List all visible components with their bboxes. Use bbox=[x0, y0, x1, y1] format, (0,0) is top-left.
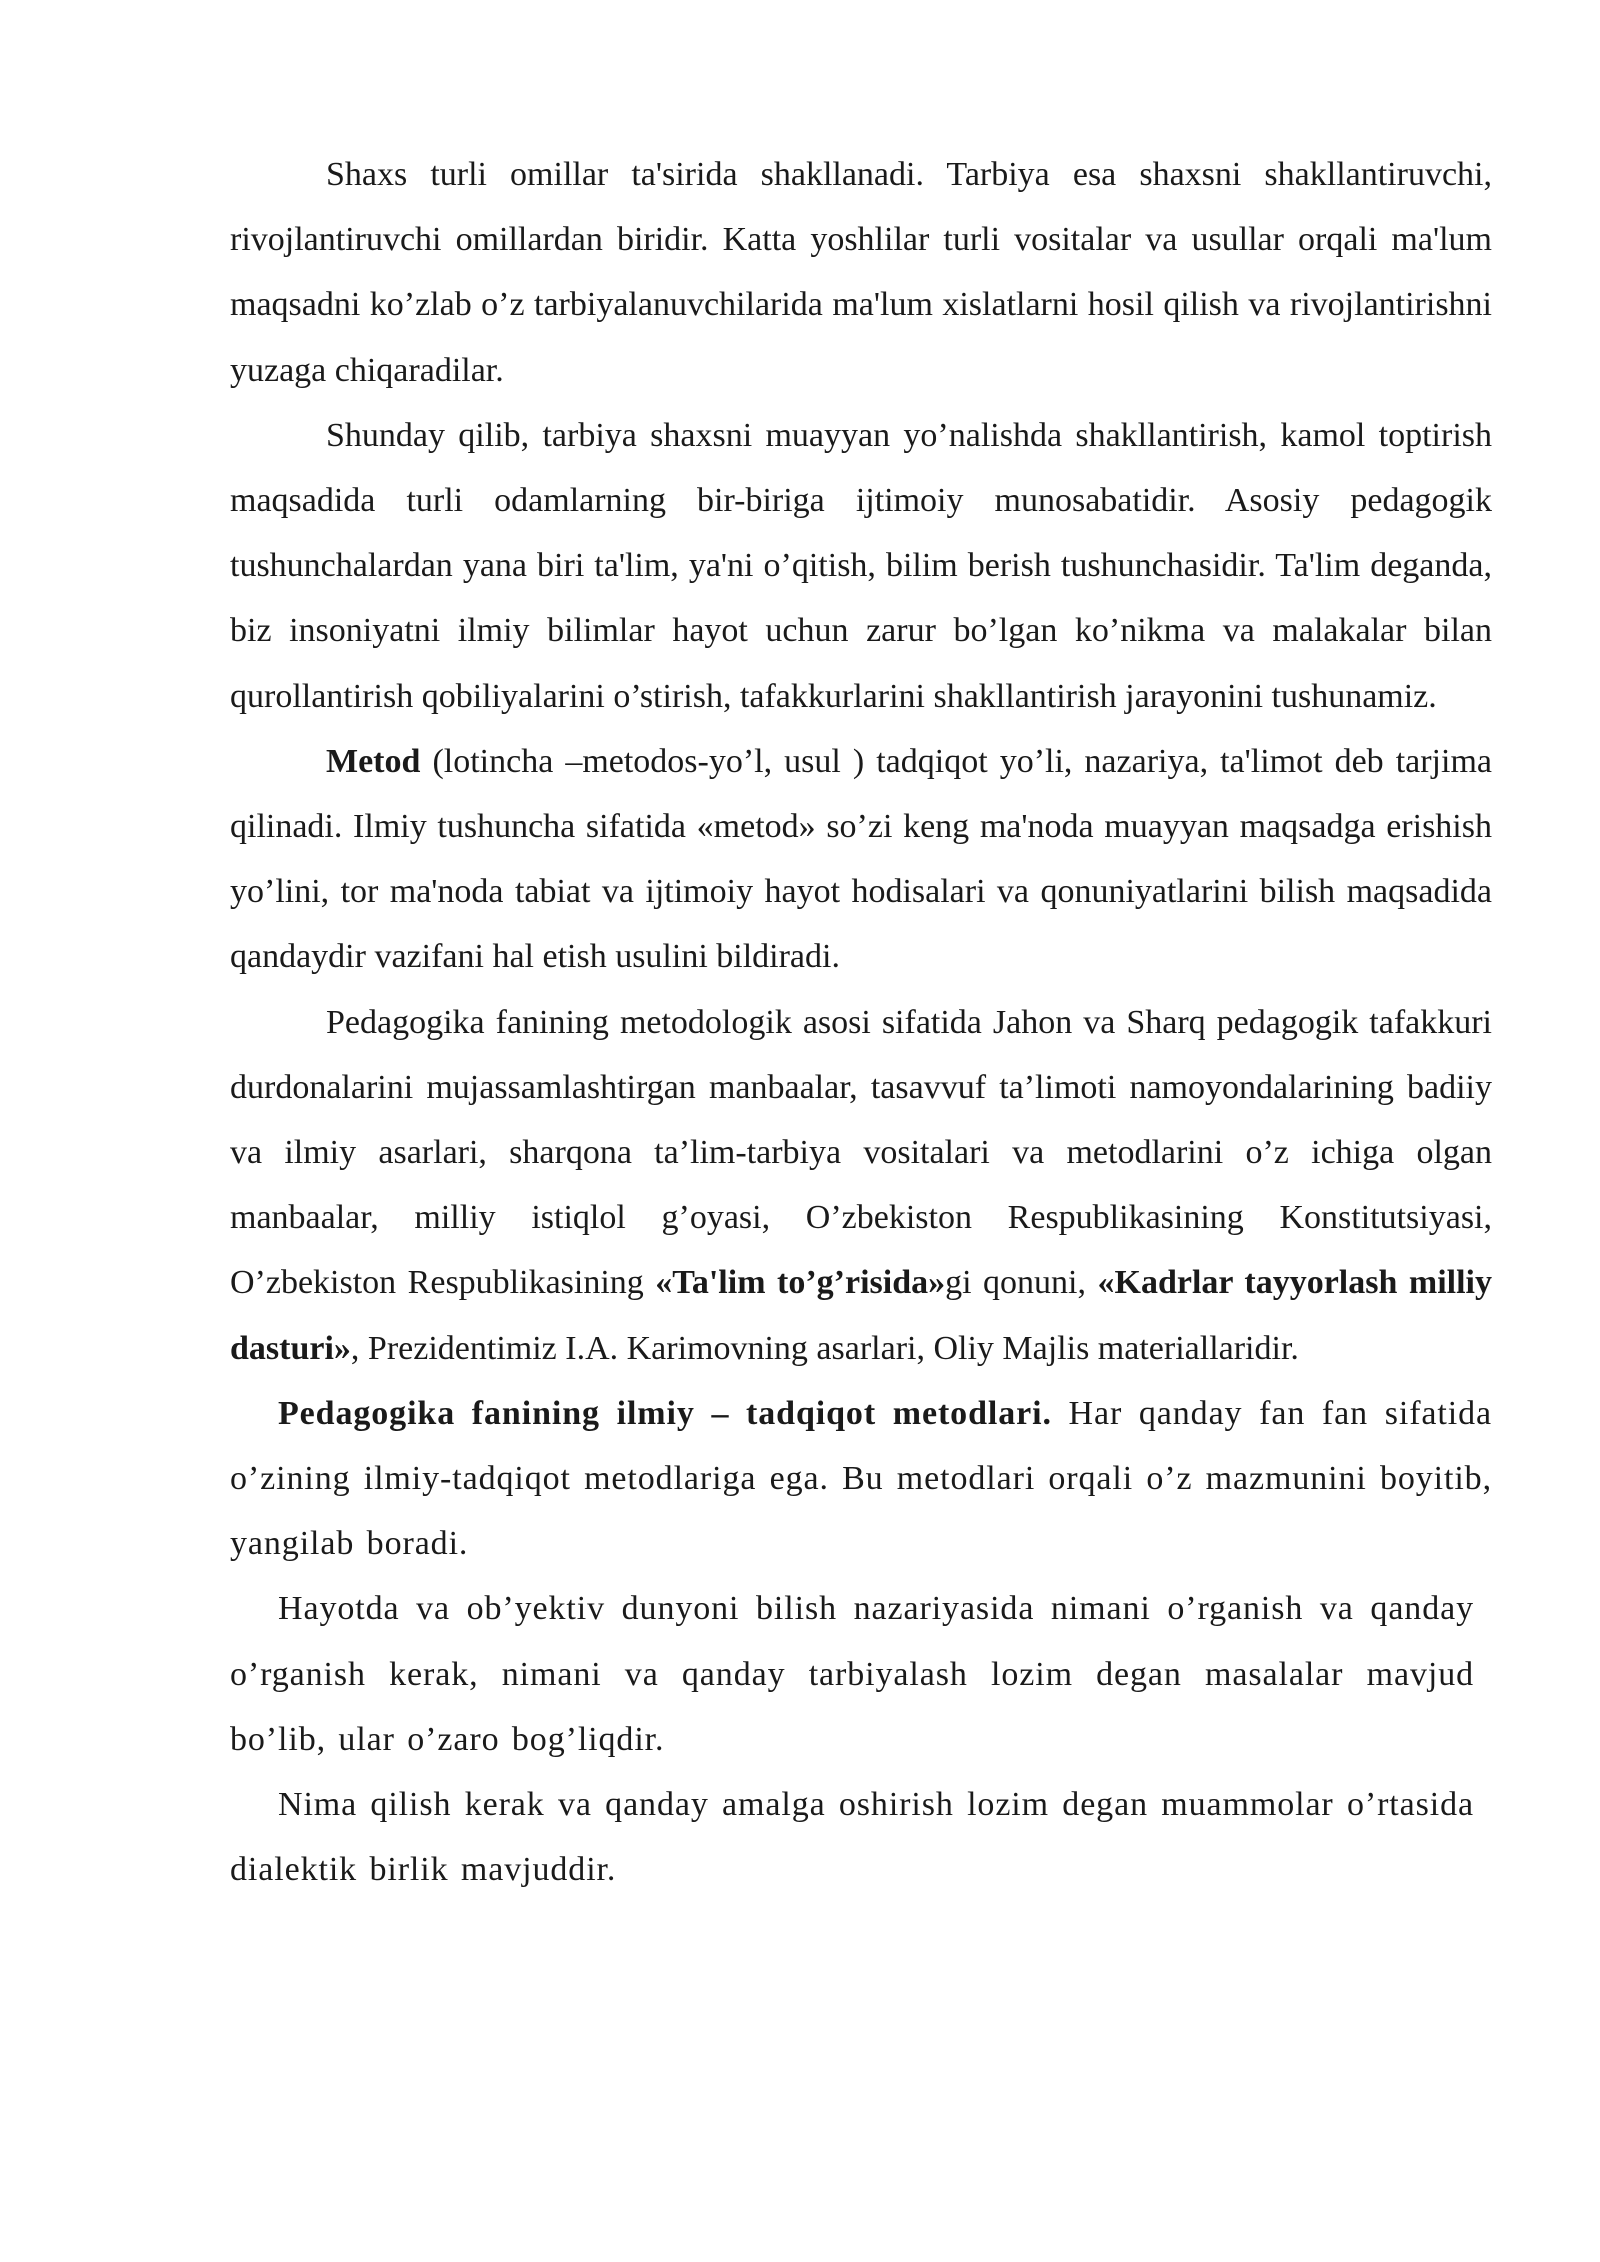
paragraph-text: gi qonuni, bbox=[945, 1264, 1098, 1302]
paragraph-text: (lotincha –metodos-yo’l, usul ) tadqiqot yo’li, nazariya, ta'limot deb tarjima qilinadi. Ilmiy tushuncha sifatida «metod» so’zi keng ma'noda muayyan maqsadga erishish yo’lini, tor ma'noda tabiat va ijtimoiy hayot hodisalari va qonuniyatlarini bilish maqsadida qandaydir vazifani hal etish usulini bildiradi. bbox=[230, 742, 1492, 976]
paragraph-text: Hayotda va ob’yektiv dunyoni bilish nazariyasida nimani o’rganish va qanday o’rganish kerak, nimani va qanday tarbiyalash lozim degan masalalar mavjud bo’lib, ular o’zaro bog’liqdir. bbox=[230, 1590, 1474, 1758]
paragraph-text: Shunday qilib, tarbiya shaxsni muayyan yo’nalishda shakllantirish, kamol toptirish maqsadida turli odamlarning bir-biriga ijtimoiy munosabatidir. Asosiy pedagogik tushunchalardan yana biri ta'lim, ya'ni o’qitish, bilim berish tushunchasidir. Ta'lim deganda, biz insoniyatni ilmiy bilimlar hayot uchun zarur bo’lgan ko’nikma va malakalar bilan qurollantirish qobiliyalarini o’stirish, tafakkurlarini shakllantirish jarayonini tushunamiz. bbox=[230, 416, 1492, 715]
paragraph-metod bbox=[230, 729, 1492, 990]
paragraph-text: , Prezidentimiz I.A. Karimovning asarlari, Oliy Majlis materiallaridir. bbox=[350, 1329, 1299, 1367]
paragraph-text: Nima qilish kerak va qanday amalga oshirish lozim degan muammolar o’rtasida dialektik birlik mavjuddir. bbox=[230, 1786, 1474, 1889]
paragraph-nima-qilish bbox=[230, 1772, 1474, 1902]
law-title-talim: «Ta'lim to’g’risida» bbox=[655, 1264, 946, 1302]
paragraph-shunday bbox=[230, 403, 1492, 729]
paragraph-text: Shaxs turli omillar ta'sirida shakllanadi. Tarbiya esa shaxsni shakllantiruvchi, rivojlantiruvchi omillardan biridir. Katta yoshlilar turli vositalar va usullar orqali ma'lum maqsadni ko’zlab o’z tarbiyalanuvchilarida ma'lum xislatlarni hosil qilish va rivojlantirishni yuzaga chiqaradilar. bbox=[230, 156, 1492, 389]
paragraph-shaxs bbox=[230, 142, 1492, 403]
program-title-kadrlar: «Kadrlar tayyorlash milliy dasturi» bbox=[230, 1264, 1492, 1367]
paragraph-tadqiqot-metodlari bbox=[230, 1381, 1492, 1577]
document-body bbox=[230, 142, 1492, 1902]
paragraph-metodologik-asos bbox=[230, 990, 1492, 1381]
paragraph-hayotda bbox=[230, 1576, 1474, 1772]
section-heading: Pedagogika fanining ilmiy – tadqiqot metodlari. bbox=[278, 1394, 1052, 1432]
term-metod: Metod bbox=[326, 742, 421, 780]
paragraph-text: Har qanday fan fan sifatida o’zining ilmiy-tadqiqot metodlariga ega. Bu metodlari orqali o’z mazmunini boyitib, yangilab boradi. bbox=[230, 1394, 1492, 1563]
paragraph-text: Pedagogika fanining metodologik asosi sifatida Jahon va Sharq pedagogik tafakkuri durdonalarini mujassamlashtirgan manbaalar, tasavvuf ta’limoti namoyondalarining badiiy va ilmiy asarlari, sharqona ta’lim-tarbiya vositalari va metodlarini o’z ichiga olgan manbaalar, milliy istiqlol g’oyasi, O’zbekiston Respublikasining Konstitutsiyasi, O’zbekiston Respublikasining bbox=[230, 1003, 1492, 1302]
